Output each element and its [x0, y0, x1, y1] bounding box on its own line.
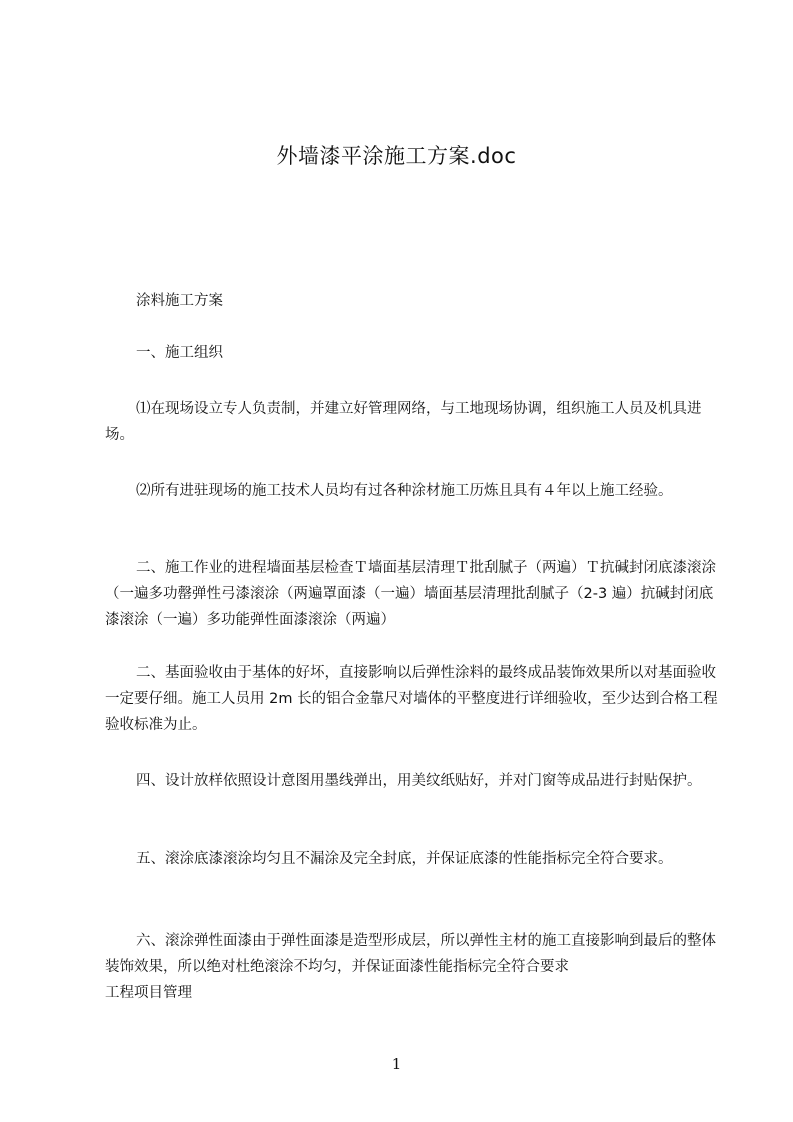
paragraph-elastic-topcoat-tail: 工程项目管理 — [105, 985, 192, 1001]
paragraph-elastic-topcoat-text: 六、滚涂弹性面漆由于弹性面漆是造型形成层，所以弹性主材的施工直接影响到最后的整体装饰效果，所以绝对杜绝滚涂不均匀，并保证面漆性能指标完全符合要求 — [105, 933, 716, 975]
paragraph-primer-rolling: 五、滚涂底漆滚涂均匀且不漏涂及完全封底，并保证底漆的性能指标完全符合要求。 — [136, 851, 673, 867]
paragraph-construction-process: 二、施工作业的进程墙面基层检查Ｔ墙面基层清理Ｔ批刮腻子（两遍）Ｔ抗碱封闭底漆滚涂（一遍多功罄弹性弓漆滚涂（两遍罩面漆（一遍）墙面基层清理批刮腻子（2-3 遍）抗碱封闭底漆滚涂（一遍）多功能弹性面漆滚涂（两遍） — [105, 560, 716, 628]
document-heading: 涂料施工方案 — [136, 293, 223, 309]
paragraph-design-layout: 四、设计放样依照设计意图用墨线弹出，用美纹纸贴好，并对门窗等成品进行封贴保护。 — [136, 773, 702, 789]
section-heading-organization: 一、施工组织 — [136, 345, 223, 361]
paragraph-elastic-topcoat — [105, 928, 720, 1006]
paragraph-item-1: ⑴在现场设立专人负责制，并建立好管理网络，与工地现场协调，组织施工人员及机具进场。 — [105, 401, 702, 443]
paragraph-base-inspection: 二、基面验收由于基体的好坏，直接影响以后弹性涂料的最终成品装饰效果所以对基面验收一定要仔细。施工人员用 2m 长的铝合金靠尺对墙体的平整度进行详细验收，至少达到合格工程验收标准为止。 — [105, 665, 718, 733]
page-number: 1 — [391, 1055, 402, 1073]
paragraph-item-2: ⑵所有进驻现场的施工技术人员均有过各种涂材施工历炼且具有４年以上施工经验。 — [136, 483, 673, 499]
document-title: 外墙漆平涂施工方案.doc — [276, 144, 517, 168]
